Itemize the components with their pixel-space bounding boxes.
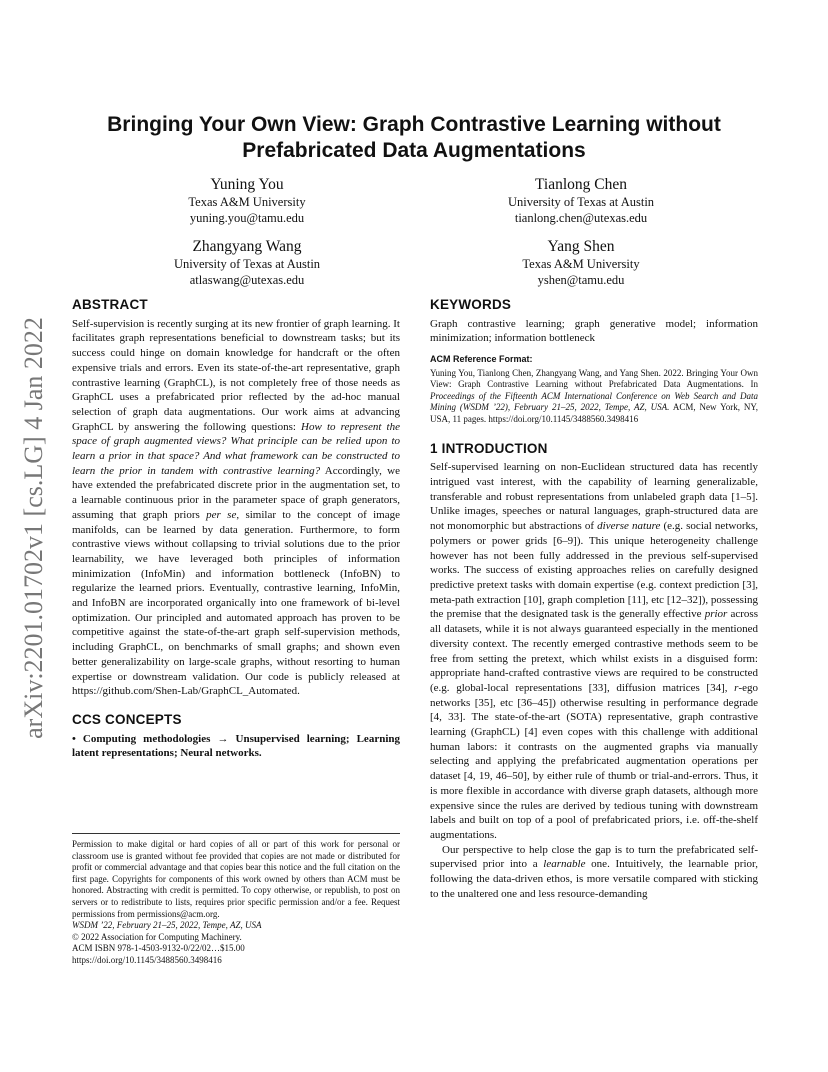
- paper-title: [72, 112, 756, 164]
- reference-part: Yuning You, Tianlong Chen, Zhangyang Wang, and Yang Shen. 2022. Bringing Your Own View: Graph Contrastive Learning without Prefabricated Data Augmentations. In: [430, 367, 758, 390]
- abstract-part: , similar to the concept of image manifolds, can be learned by data generation. Furthermore, to form contrastive views without collapsing to trivial solutions due to the prior learnability, we have leveraged both principles of information minimization (InfoMin) and information bottleneck (InfoBN) to regularize the learned priors. Eventually, contrastive learning, InfoMin, and InfoBN are incorporated organically into one framework of bi-level optimization. Our principled and automated approach has proven to be competitive against the state-of-the-art graph self-supervision methods, including GraphCL, on benchmarks of small graphs; and shown even better generalizability on large-scale graphs, without resorting to human expertise or downstream validation. Our code is publicly released at https://github.com/Shen-Lab/GraphCL_Automated.: [72, 508, 401, 698]
- acm-reference: [430, 354, 758, 426]
- ccs-concepts: • Computing methodologies → Unsupervised learning; Learning latent representations; Neural networks.: [72, 732, 400, 760]
- intro-part: Our perspective to help close the gap is to turn the prefabricated self-supervised prior into a: [430, 843, 758, 871]
- reference-part: ACM, New York, NY, USA, 11 pages. https://doi.org/10.1145/3488560.3498416: [430, 402, 758, 425]
- acm-reference-heading: ACM Reference Format:: [430, 354, 533, 365]
- paper-title-line-1: Bringing Your Own View: Graph Contrastive Learning without: [107, 113, 721, 136]
- author-name: Yang Shen: [547, 238, 615, 255]
- intro-paragraph-1: [430, 460, 758, 842]
- intro-part: across all datasets, while it is not always guaranteed especially in the mentioned diversity context. The recently emerged contrastive methods seem to be free from setting the pretext, which whilst exists in a disguised form: appropriate hand-crafted contrastive views are required to be constructed (e.g. global-local representations [33], diffusion matrices [34],: [430, 608, 758, 694]
- abstract-emphasis: per se: [206, 508, 237, 521]
- keywords-heading: KEYWORDS: [430, 297, 512, 312]
- author-affiliation: University of Texas at Austin: [173, 257, 321, 271]
- arxiv-id: arXiv:2201.01702v1 [cs.LG] 4 Jan 2022: [19, 317, 48, 739]
- abstract-part: Accordingly, we have extended the prefabricated discrete prior in the augmentation set, to a learnable continuous prior in the parameter space of graph generators, assuming that graph priors: [72, 464, 400, 521]
- right-column: [430, 298, 758, 901]
- intro-part: Self-supervised learning on non-Euclidean structured data has recently intrigued vast interest, with the capability of learning generalizable, transferable and robust representations from unlabeled graph data [1–5]. Unlike images, speeches or natural languages, graph-structured data are not monomorphic but abstractions of: [430, 461, 758, 533]
- abstract-heading: ABSTRACT: [72, 297, 148, 312]
- paper-title-line-2: Prefabricated Data Augmentations: [242, 139, 586, 162]
- author-name: Zhangyang Wang: [192, 238, 302, 255]
- isbn-line: ACM ISBN 978-1-4503-9132-0/22/02…$15.00: [72, 943, 245, 954]
- intro-part: -ego networks [35], etc [36–45]) otherwise resulting in performance degrade [4, 33]. The state-of-the-art (SOTA) representative, graph contrastive learning (GraphCL) [4] even copes with this challenge with additional human labors: it contrasts on the augmented graphs via manually selecting and applying the prefabricated augmentation operations per dataset [4, 19, 46–50], by either rule of thumb or trial-and-errors. Thus, it is more flexible in accordance with diverse graph datasets, although more expensive since the rules are derived by tedious tuning with downstream labels and built on top of a pool of prefabricated priors, i.e. off-the-shelf augmentations.: [430, 681, 758, 841]
- author-name: Yuning You: [210, 176, 284, 193]
- author-affiliation: Texas A&M University: [522, 257, 640, 271]
- author-affiliation: Texas A&M University: [188, 195, 306, 209]
- acm-reference-text: [430, 368, 758, 426]
- intro-paragraph-2: [430, 843, 758, 902]
- introduction-heading: 1 INTRODUCTION: [430, 440, 548, 456]
- author-email: tianlong.chen@utexas.edu: [514, 211, 648, 225]
- arxiv-sidebar-stamp: [12, 293, 56, 763]
- conference-line: WSDM ’22, February 21–25, 2022, Tempe, AZ, USA: [72, 920, 262, 931]
- intro-part: (e.g. social networks, polymers or power grids [6–9]). This unique heterogeneity challenge however has not been fully addressed in the previous self-supervised works. The success of existing approaches relies on carefully designed predictive pretext tasks with domain expertise (e.g. context prediction [3], meta-path extraction [10], graph completion [11], etc [12–32]), possessing the premise that the designated task is the generally effective: [430, 520, 759, 621]
- ccs-heading: CCS CONCEPTS: [72, 711, 182, 727]
- doi-line: https://doi.org/10.1145/3488560.3498416: [72, 954, 222, 965]
- footnote-rule: [72, 833, 400, 834]
- reference-venue: Proceedings of the Fifteenth ACM International Conference on Web Search and Data Mining (WSDM ’22), February 21–25, 2022, Tempe, AZ, USA.: [430, 390, 758, 413]
- author-name: Tianlong Chen: [534, 176, 627, 193]
- author-block: [451, 237, 711, 288]
- author-block: [451, 175, 711, 226]
- copyright-line: © 2022 Association for Computing Machinery.: [72, 931, 242, 942]
- abstract-text: [72, 317, 400, 699]
- author-email: yshen@tamu.edu: [537, 273, 625, 287]
- author-block: [117, 237, 377, 288]
- permission-footnote: [72, 839, 400, 967]
- intro-emphasis: learnable: [543, 858, 586, 871]
- permission-text: Permission to make digital or hard copies of all or part of this work for personal or classroom use is granted without fee provided that copies are not made or distributed for profit or commercial advantage and that copies bear this notice and the full citation on the first page. Copyrights for components of this work owned by others than ACM must be honored. Abstracting with credit is permitted. To copy otherwise, or republish, to post on servers or to redistribute to lists, requires prior specific permission and/or a fee. Request permissions from permissions@acm.org.: [72, 839, 400, 919]
- author-affiliation: University of Texas at Austin: [507, 195, 655, 209]
- left-column: [72, 298, 400, 761]
- abstract-questions: How to represent the space of graph augmented views? What principle can be relied upon to learn a prior in that space? And what framework can be constructed to learn the prior in tandem with contrastive learning?: [72, 420, 400, 477]
- author-email: atlaswang@utexas.edu: [189, 273, 305, 287]
- intro-part: one. Intuitively, the learnable prior, following the data-driven ethos, is more versatile compared with sticking to the unaltered one and less resource-demanding: [430, 858, 758, 900]
- intro-emphasis: r: [734, 681, 739, 694]
- keywords-text: Graph contrastive learning; graph generative model; information minimization; information bottleneck: [430, 317, 758, 345]
- abstract-part: Self-supervision is recently surging at its new frontier of graph learning. It facilitates graph representations beneficial to downstream tasks; but its success could hinge on domain knowledge for handcraft or the often expensive trials and errors. Even its state-of-the-art representative, graph contrastive learning (GraphCL), is not completely free of those needs as GraphCL uses a prefabricated prior reflected by the ad-hoc manual selection of graph data augmentations. Our work aims at advancing GraphCL by answering the following questions:: [72, 317, 400, 433]
- author-block: [117, 175, 377, 226]
- intro-emphasis: prior: [704, 608, 728, 621]
- author-email: yuning.you@tamu.edu: [189, 211, 305, 225]
- intro-emphasis: diverse nature: [597, 520, 661, 533]
